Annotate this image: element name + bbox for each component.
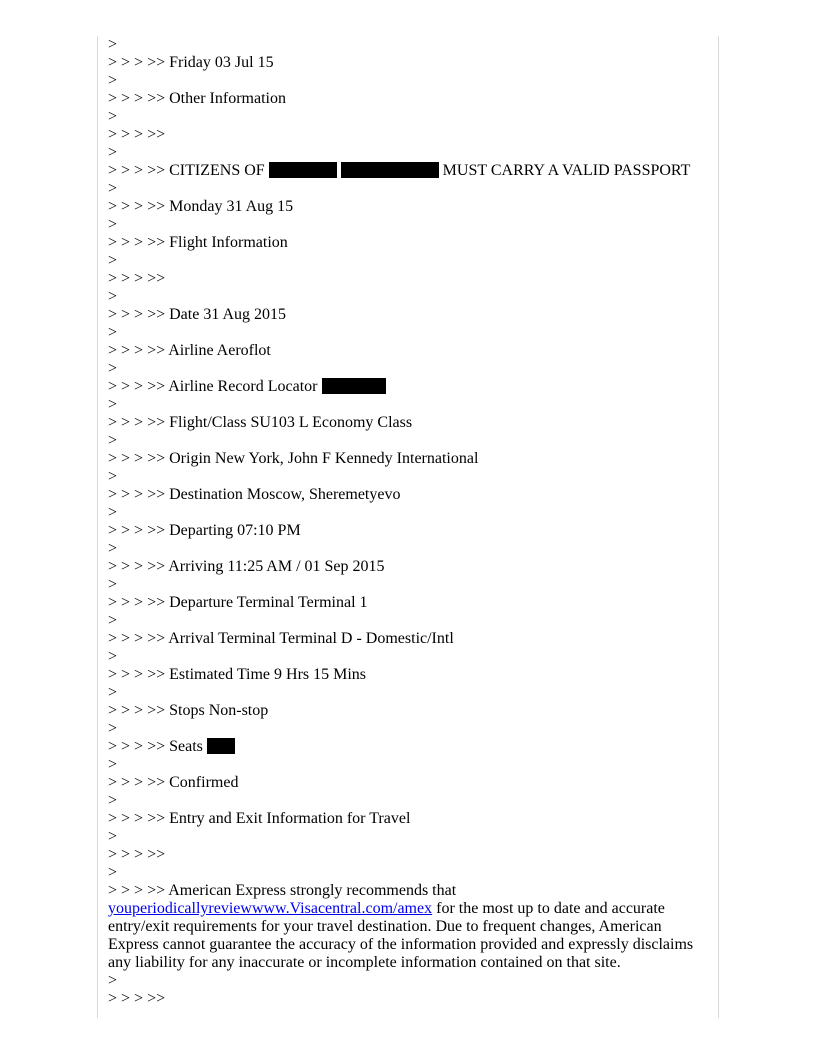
quote-line: > xyxy=(108,252,118,269)
quote-line: > xyxy=(108,144,118,161)
quote-line: > > > >> xyxy=(108,126,166,143)
amex-recommendation-prefix: > > > >> American Express strongly recommends that xyxy=(108,882,457,899)
quote-line: > > > >> xyxy=(108,990,166,1007)
amex-recommendation xyxy=(108,882,708,972)
date-line: > > > >> Friday 03 Jul 15 xyxy=(108,54,274,71)
quote-line: > xyxy=(108,396,118,413)
quote-line: > xyxy=(108,792,118,809)
flight-date: > > > >> Date 31 Aug 2015 xyxy=(108,306,286,323)
quote-line: > xyxy=(108,108,118,125)
seats xyxy=(108,738,708,756)
email-body xyxy=(108,36,708,1008)
confirmed-status: > > > >> Confirmed xyxy=(108,774,239,791)
departure-terminal: > > > >> Departure Terminal Terminal 1 xyxy=(108,594,368,611)
quote-line: > xyxy=(108,324,118,341)
record-locator xyxy=(108,378,708,396)
quote-line: > xyxy=(108,216,118,233)
arrival-terminal: > > > >> Arrival Terminal Terminal D - Domestic/Intl xyxy=(108,630,454,647)
quote-line: > xyxy=(108,540,118,557)
redaction-block xyxy=(341,162,439,178)
estimated-time: > > > >> Estimated Time 9 Hrs 15 Mins xyxy=(108,666,367,683)
quote-line: > > > >> xyxy=(108,846,166,863)
passport-notice-prefix: > > > >> CITIZENS OF xyxy=(108,162,265,179)
date-line: > > > >> Monday 31 Aug 15 xyxy=(108,198,294,215)
seats-label: > > > >> Seats xyxy=(108,738,203,755)
redaction-block xyxy=(207,738,235,754)
quote-line: > xyxy=(108,36,118,53)
quote-line: > xyxy=(108,432,118,449)
quote-line: > xyxy=(108,648,118,665)
origin: > > > >> Origin New York, John F Kennedy International xyxy=(108,450,479,467)
quote-line: > xyxy=(108,288,118,305)
section-heading: > > > >> Entry and Exit Information for Travel xyxy=(108,810,411,827)
quote-line: > xyxy=(108,468,118,485)
redaction-block xyxy=(269,162,337,178)
passport-notice xyxy=(108,162,708,180)
record-locator-label: > > > >> Airline Record Locator xyxy=(108,378,318,395)
arriving: > > > >> Arriving 11:25 AM / 01 Sep 2015 xyxy=(108,558,385,575)
quote-line: > xyxy=(108,72,118,89)
stops: > > > >> Stops Non-stop xyxy=(108,702,269,719)
quote-line: > xyxy=(108,504,118,521)
amex-recommendation-body: for the most up to date and accurate entry/exit requirements for your travel destination. Due to frequent changes, American Express cannot guarantee the accuracy of the information provided and expressly disclaims any liability for any inaccurate or incomplete information contained on that site. xyxy=(108,900,694,971)
quote-line: > xyxy=(108,576,118,593)
quote-line: > xyxy=(108,864,118,881)
quote-line: > xyxy=(108,180,118,197)
quote-line: > xyxy=(108,756,118,773)
quote-line: > xyxy=(108,612,118,629)
passport-notice-suffix: MUST CARRY A VALID PASSPORT xyxy=(442,162,691,179)
section-heading: > > > >> Flight Information xyxy=(108,234,288,251)
quote-line: > xyxy=(108,360,118,377)
quote-line: > xyxy=(108,972,118,989)
flight-class: > > > >> Flight/Class SU103 L Economy Class xyxy=(108,414,413,431)
visacentral-link[interactable]: youperiodicallyreviewwww.Visacentral.com/amex xyxy=(108,900,433,917)
airline: > > > >> Airline Aeroflot xyxy=(108,342,271,359)
quote-line: > > > >> xyxy=(108,270,166,287)
section-heading: > > > >> Other Information xyxy=(108,90,286,107)
quote-line: > xyxy=(108,684,118,701)
quote-line: > xyxy=(108,828,118,845)
quote-line: > xyxy=(108,720,118,737)
destination: > > > >> Destination Moscow, Sheremetyevo xyxy=(108,486,401,503)
departing: > > > >> Departing 07:10 PM xyxy=(108,522,301,539)
redaction-block xyxy=(322,378,386,394)
